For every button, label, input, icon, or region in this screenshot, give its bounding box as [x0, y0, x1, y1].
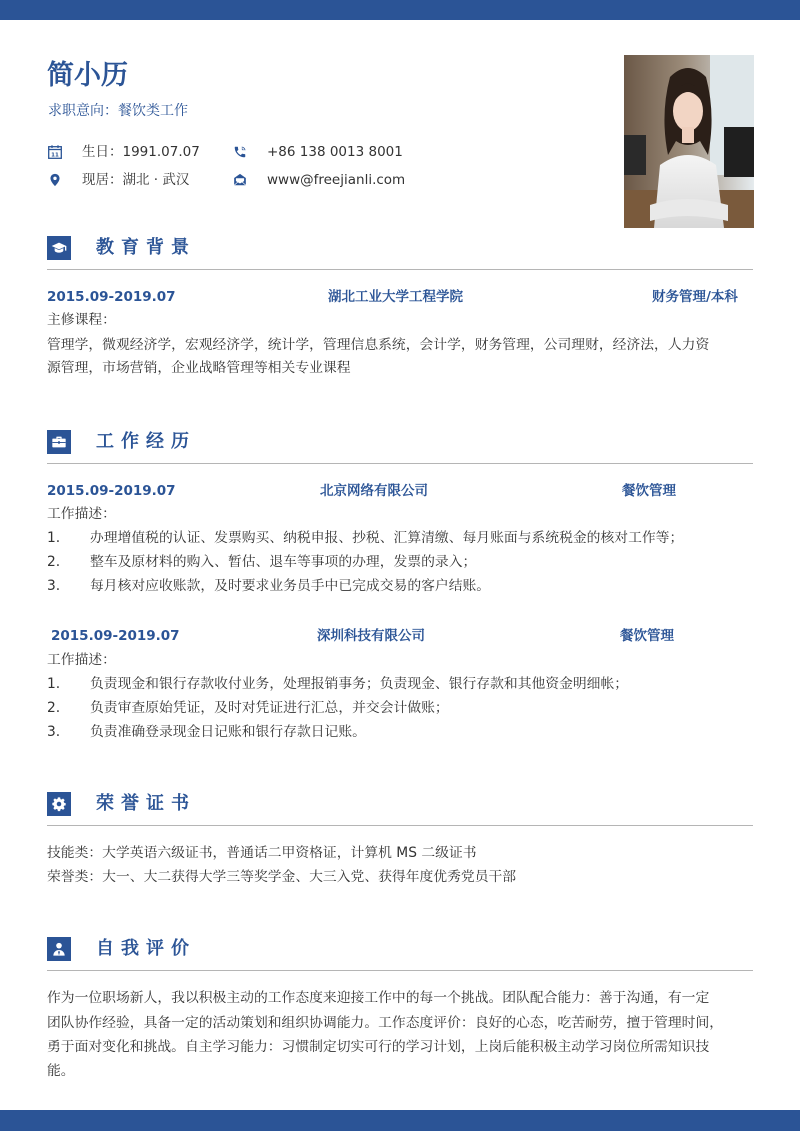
- gear-icon: [47, 792, 71, 816]
- job-duty-number: 1.: [47, 676, 61, 692]
- job-duty-number: 2.: [47, 700, 61, 716]
- job-duty-text: 负责准确登录现金日记账和银行存款日记账。: [90, 724, 366, 740]
- location-pin-icon: [48, 173, 62, 187]
- job-row: [51, 626, 757, 646]
- self-eval-line-2: 团队协作经验，具备一定的活动策划和组织协调能力。工作态度评价：良好的心态，吃苦耐劳，擅于管理时间，: [47, 1015, 724, 1031]
- calendar-icon: [48, 145, 62, 159]
- job-intent: [48, 101, 188, 121]
- self-eval-line-4: 能。: [47, 1063, 75, 1079]
- briefcase-icon: [47, 430, 71, 454]
- envelope-icon: [233, 173, 247, 187]
- job-date: 2015.09-2019.07: [51, 628, 180, 644]
- job-duty-text: 办理增值税的认证、发票购买、纳税申报、抄税、汇算清缴、每月账面与系统税金的核对工作等；: [90, 530, 684, 546]
- job-duty-number: 3.: [47, 578, 61, 594]
- courses-line-2: 源管理，市场营销，企业战略管理等相关专业课程: [47, 360, 351, 376]
- self-eval-title: 自我评价: [96, 938, 196, 959]
- job-intent-label: 求职意向：: [48, 103, 118, 119]
- job-row: [47, 481, 753, 501]
- job-duty-number: 3.: [47, 724, 61, 740]
- candidate-name: 简小历: [47, 60, 128, 91]
- profile-photo: [624, 55, 754, 228]
- person-icon: [47, 937, 71, 961]
- email-text[interactable]: www@freejianli.com: [267, 172, 406, 188]
- top-accent-bar: [0, 0, 800, 20]
- job-duty-text: 每月核对应收账款，及时要求业务员手中已完成交易的客户结账。: [90, 578, 491, 594]
- courses-line-1: 管理学，微观经济学，宏观经济学，统计学，管理信息系统，会计学，财务管理，公司理财，经济法，人力资: [47, 337, 710, 353]
- phone-icon: [233, 145, 247, 159]
- honor-awards: 荣誉类：大一、大二获得大学三等奖学金、大三入党、获得年度优秀党员干部: [47, 869, 517, 885]
- residence-info: [48, 170, 189, 190]
- job-desc-label: 工作描述：: [47, 506, 116, 522]
- education-school: 湖北工业大学工程学院: [328, 289, 463, 305]
- phone-text[interactable]: +86 138 0013 8001: [267, 144, 403, 160]
- section-divider: [47, 825, 753, 826]
- job-company: 北京网络有限公司: [320, 483, 428, 499]
- birth-info: [48, 142, 200, 162]
- job-intent-value: 餐饮类工作: [118, 103, 188, 119]
- work-section-header: [47, 426, 753, 466]
- bottom-accent-bar: [0, 1110, 800, 1131]
- honors-section-header: [47, 788, 753, 828]
- job-date: 2015.09-2019.07: [47, 483, 176, 499]
- job-duty-text: 负责现金和银行存款收付业务，处理报销事务；负责现金、银行存款和其他资金明细帐；: [90, 676, 629, 692]
- phone-info: [233, 142, 403, 162]
- calendar-icon-digit: 11: [51, 152, 59, 159]
- skills-certificates: 技能类：大学英语六级证书，普通话二甲资格证，计算机 MS 二级证书: [47, 845, 477, 861]
- job-duty-number: 1.: [47, 530, 61, 546]
- job-role: 餐饮管理: [622, 483, 676, 499]
- education-row: [47, 287, 753, 307]
- job-duty-text: 负责审查原始凭证，及时对凭证进行汇总，并交会计做账；: [90, 700, 449, 716]
- job-company: 深圳科技有限公司: [317, 628, 425, 644]
- section-divider: [47, 463, 753, 464]
- education-section-header: [47, 232, 753, 272]
- job-desc-label: 工作描述：: [47, 652, 116, 668]
- birth-text: 生日：1991.07.07: [82, 144, 200, 160]
- education-date: 2015.09-2019.07: [47, 289, 176, 305]
- courses-label: 主修课程：: [47, 312, 116, 328]
- section-divider: [47, 970, 753, 971]
- work-title: 工作经历: [96, 431, 196, 452]
- email-info: [233, 170, 405, 190]
- job-duty-number: 2.: [47, 554, 61, 570]
- honors-title: 荣誉证书: [96, 793, 196, 814]
- section-divider: [47, 269, 753, 270]
- self-eval-line-1: 作为一位职场新人，我以积极主动的工作态度来迎接工作中的每一个挑战。团队配合能力：善于沟通，有一定: [47, 990, 710, 1006]
- education-major: 财务管理/本科: [652, 289, 738, 305]
- job-duty-text: 整车及原材料的购入、暂估、退车等事项的办理，发票的录入；: [90, 554, 477, 570]
- job-role: 餐饮管理: [620, 628, 674, 644]
- residence-text: 现居：湖北 · 武汉: [82, 172, 190, 188]
- graduation-cap-icon: [47, 236, 71, 260]
- self-eval-line-3: 勇于面对变化和挑战。自主学习能力：习惯制定切实可行的学习计划，上岗后能积极主动学习岗位所需知识技: [47, 1039, 710, 1055]
- self-eval-section-header: [47, 933, 753, 973]
- education-title: 教育背景: [96, 237, 196, 258]
